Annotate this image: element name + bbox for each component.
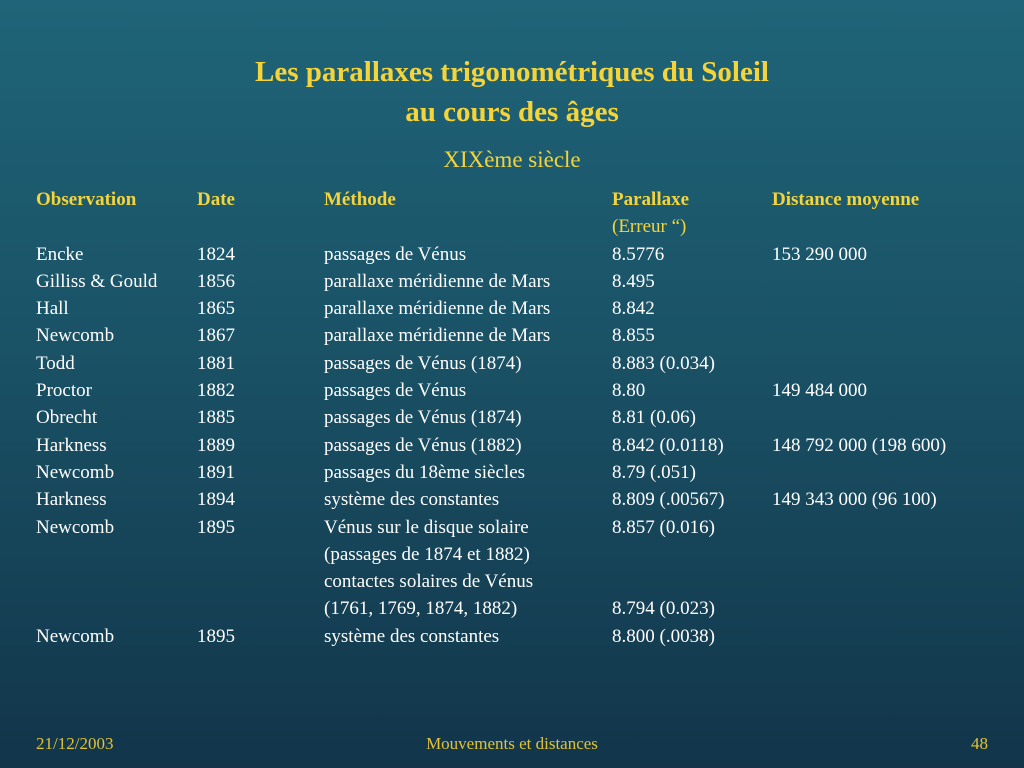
cell-parallaxe: 8.857 (0.016): [612, 516, 715, 538]
cell-observation: Harkness: [36, 434, 107, 456]
footer-date: 21/12/2003: [36, 734, 114, 753]
cell-methode: parallaxe méridienne de Mars: [324, 298, 551, 320]
cell-date: 1895: [197, 625, 235, 647]
cell-distance: 153 290 000: [772, 243, 867, 265]
cell-methode: passages du 18ème siècles: [324, 461, 526, 483]
table-row: [36, 268, 996, 295]
footer-title: Mouvements et distances: [426, 734, 598, 753]
cell-methode: passages de Vénus: [324, 380, 467, 402]
cell-observation: Newcomb: [36, 461, 115, 483]
cell-date: 1894: [197, 489, 235, 511]
cell-date: 1895: [197, 516, 235, 538]
cell-methode: passages de Vénus: [324, 243, 467, 265]
cell-methode: système des constantes: [324, 625, 500, 647]
cell-methode: parallaxe méridienne de Mars: [324, 270, 551, 292]
cell-date: 1881: [197, 352, 235, 374]
slide-subtitle: XIXème siècle: [443, 147, 581, 172]
cell-distance: 148 792 000 (198 600): [772, 434, 947, 456]
cell-observation: Proctor: [36, 380, 92, 402]
table-row: [36, 377, 996, 404]
cell-methode: contactes solaires de Vénus: [324, 571, 534, 593]
cell-parallaxe: 8.800 (.0038): [612, 625, 715, 647]
table-body: [36, 241, 996, 650]
cell-parallaxe: 8.5776: [612, 243, 665, 265]
cell-parallaxe: 8.809 (.00567): [612, 489, 725, 511]
header-distance: Distance moyenne: [772, 189, 920, 210]
cell-date: 1889: [197, 434, 235, 456]
table-row: [36, 322, 996, 349]
cell-parallaxe: 8.81 (0.06): [612, 407, 696, 429]
cell-observation: Todd: [36, 352, 75, 374]
header-date: Date: [197, 189, 235, 210]
table-row: [36, 295, 996, 322]
cell-distance: 149 484 000: [772, 380, 867, 402]
cell-distance: 149 343 000 (96 100): [772, 489, 937, 511]
cell-parallaxe: 8.80: [612, 380, 646, 402]
cell-methode: passages de Vénus (1874): [324, 407, 522, 429]
cell-observation: Newcomb: [36, 625, 115, 647]
cell-observation: Newcomb: [36, 325, 115, 347]
table-row: [36, 350, 996, 377]
cell-observation: Hall: [36, 298, 69, 320]
title-line-2: au cours des âges: [405, 96, 619, 128]
footer-page-number: 48: [971, 734, 988, 753]
cell-methode: parallaxe méridienne de Mars: [324, 325, 551, 347]
cell-date: 1885: [197, 407, 235, 429]
cell-observation: Newcomb: [36, 516, 115, 538]
table-row: [36, 623, 996, 650]
cell-methode: passages de Vénus (1882): [324, 434, 522, 456]
cell-parallaxe: 8.79 (.051): [612, 461, 696, 483]
table-row: [36, 459, 996, 486]
table-row: [36, 568, 996, 595]
cell-date: 1856: [197, 270, 235, 292]
header-methode: Méthode: [324, 189, 396, 210]
cell-parallaxe: 8.855: [612, 325, 655, 347]
table-row: [36, 541, 996, 568]
cell-methode: système des constantes: [324, 489, 500, 511]
header-observation: Observation: [36, 189, 137, 210]
cell-parallaxe: 8.883 (0.034): [612, 352, 715, 374]
slide-title: [0, 52, 1024, 132]
cell-parallaxe: 8.794 (0.023): [612, 598, 715, 620]
table-row: [36, 241, 996, 268]
cell-observation: Encke: [36, 243, 84, 265]
table-header-subrow: [36, 213, 996, 240]
table-header-row: [36, 186, 996, 213]
header-parallaxe-error: (Erreur “): [612, 216, 687, 238]
cell-methode: (1761, 1769, 1874, 1882): [324, 598, 518, 620]
title-line-1: Les parallaxes trigonométriques du Soleil: [255, 56, 769, 88]
table-row: [36, 595, 996, 622]
cell-date: 1865: [197, 298, 235, 320]
cell-observation: Harkness: [36, 489, 107, 511]
cell-parallaxe: 8.495: [612, 270, 655, 292]
parallax-table: [36, 186, 996, 650]
header-parallaxe: Parallaxe: [612, 189, 690, 210]
cell-methode: passages de Vénus (1874): [324, 352, 522, 374]
cell-methode: Vénus sur le disque solaire: [324, 516, 529, 538]
cell-date: 1867: [197, 325, 235, 347]
table-row: [36, 486, 996, 513]
table-row: [36, 432, 996, 459]
cell-parallaxe: 8.842: [612, 298, 655, 320]
table-row: [36, 514, 996, 541]
cell-date: 1891: [197, 461, 235, 483]
cell-observation: Obrecht: [36, 407, 98, 429]
cell-parallaxe: 8.842 (0.0118): [612, 434, 724, 456]
cell-date: 1824: [197, 243, 235, 265]
cell-observation: Gilliss & Gould: [36, 270, 158, 292]
cell-date: 1882: [197, 380, 235, 402]
table-row: [36, 404, 996, 431]
cell-methode: (passages de 1874 et 1882): [324, 543, 530, 565]
